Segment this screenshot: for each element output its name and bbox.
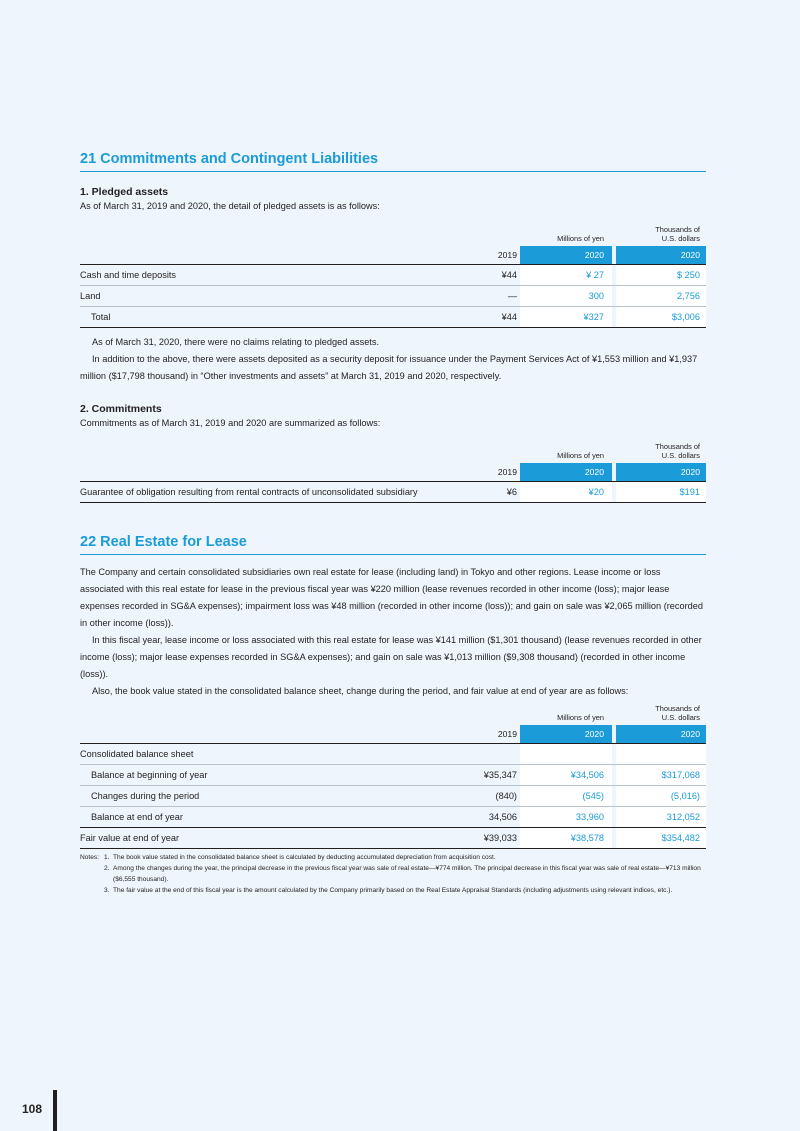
pledged-note-1: As of March 31, 2020, there were no claims relating to pledged assets. — [92, 337, 380, 347]
table-row: Balance at beginning of year ¥35,347 ¥34,506 $317,068 — [80, 765, 706, 786]
real-estate-table — [80, 694, 706, 849]
page-content — [80, 0, 706, 896]
section-22-title: 22 Real Estate for Lease — [80, 534, 706, 555]
commitments-intro: Commitments as of March 31, 2019 and 2020 are summarized as follows: — [80, 418, 381, 428]
pledged-assets-intro: As of March 31, 2019 and 2020, the detail of pledged assets is as follows: — [80, 201, 380, 211]
table-row: Cash and time deposits ¥44 ¥ 27 $ 250 — [80, 265, 706, 286]
table-row: Balance at end of year 34,506 33,960 312,052 — [80, 807, 706, 828]
pledged-note-2: In addition to the above, there were assets deposited as a security deposit for issuance under the Payment Services Act of ¥1,553 million and ¥1,937 million ($17,798 thousand) in “Other investments and assets” at March 31, 2019 and 2020, respectively. — [80, 354, 698, 381]
real-estate-para-1: The Company and certain consolidated subsidiaries own real estate for lease (including land) in Tokyo and other regions. Lease income or loss associated with this real estate for lease in the previous fiscal year was ¥220 million (lease revenues recorded in other income (loss); major lease expenses recorded in SG&A expenses); impairment loss was ¥48 million (recorded in other income (loss)); and gain on sale was ¥2,065 million (recorded in other income (loss)). — [80, 567, 704, 628]
unit-thousands-usd: Thousands of U.S. dollars — [655, 442, 700, 460]
notes-label: Notes: — [80, 854, 100, 861]
unit-millions-yen: Millions of yen — [557, 234, 604, 243]
year-2020-header: 2020 — [520, 463, 612, 482]
year-2020-usd-header: 2020 — [616, 725, 706, 744]
table-group-row: Consolidated balance sheet — [80, 744, 706, 765]
unit-millions-yen: Millions of yen — [557, 451, 604, 460]
table-row-fair-value: Fair value at end of year ¥39,033 ¥38,578 $354,482 — [80, 828, 706, 849]
year-2020-usd-header: 2020 — [616, 463, 706, 482]
commitments-heading: 2. Commitments — [80, 403, 162, 415]
pledged-assets-table — [80, 215, 706, 328]
year-2020-header: 2020 — [520, 725, 612, 744]
unit-thousands-usd: Thousands of U.S. dollars — [655, 225, 700, 243]
page-number: 108 — [22, 1102, 43, 1116]
unit-thousands-usd: Thousands of U.S. dollars — [655, 704, 700, 722]
year-2020-header: 2020 — [520, 246, 612, 265]
commitments-table — [80, 432, 706, 503]
pledged-assets-heading: 1. Pledged assets — [80, 186, 169, 198]
page-number-bar — [53, 1090, 57, 1131]
note-2: Among the changes during the year, the principal decrease in the previous fiscal year was sale of real estate—¥774 million. The principal decrease in this fiscal year was sale of real estate—¥713 million ($6,555 thousand). — [113, 865, 701, 883]
year-2019-header: 2019 — [433, 246, 520, 265]
notes: Notes: 1. The book value stated in the consolidated balance sheet is calculated by deducting accumulated depreciation from acquisition cost. 2. Among the changes during the year, the principal decrease in the previous fiscal year was sale of real estate—¥774 million. The principal decrease in this fiscal year was sale of real estate—¥713 million ($6,555 thousand). 3. The fair value at the end of this fiscal year is the amount calculated by the Company primarily based on the Real Estate Appraisal Standards (including adjustments using relevant indices, etc.). — [80, 852, 706, 896]
table-row: Changes during the period (840) (545) (5,016) — [80, 786, 706, 807]
table-row-total: Total ¥44 ¥327 $3,006 — [80, 307, 706, 328]
unit-millions-yen: Millions of yen — [557, 713, 604, 722]
real-estate-para-2: In this fiscal year, lease income or loss associated with this real estate for lease was ¥141 million ($1,301 thousand) (lease revenues recorded in other income (loss); major lease expenses recorded in SG&A expenses); and gain on sale was ¥1,013 million ($9,308 thousand) (recorded in other income (loss)). — [80, 635, 702, 679]
year-2020-usd-header: 2020 — [616, 246, 706, 265]
table-row: Guarantee of obligation resulting from rental contracts of unconsolidated subsidiary ¥6 ¥20 $191 — [80, 482, 706, 503]
real-estate-para-3: Also, the book value stated in the consolidated balance sheet, change during the period, and fair value at end of year are as follows: — [92, 686, 629, 696]
year-2019-header: 2019 — [433, 463, 520, 482]
note-1: The book value stated in the consolidated balance sheet is calculated by deducting accumulated depreciation from acquisition cost. — [113, 854, 496, 861]
note-3: The fair value at the end of this fiscal year is the amount calculated by the Company primarily based on the Real Estate Appraisal Standards (including adjustments using relevant indices, etc.). — [113, 887, 673, 894]
table-row: Land — 300 2,756 — [80, 286, 706, 307]
section-21-title: 21 Commitments and Contingent Liabilities — [80, 151, 706, 172]
year-2019-header: 2019 — [433, 725, 520, 744]
